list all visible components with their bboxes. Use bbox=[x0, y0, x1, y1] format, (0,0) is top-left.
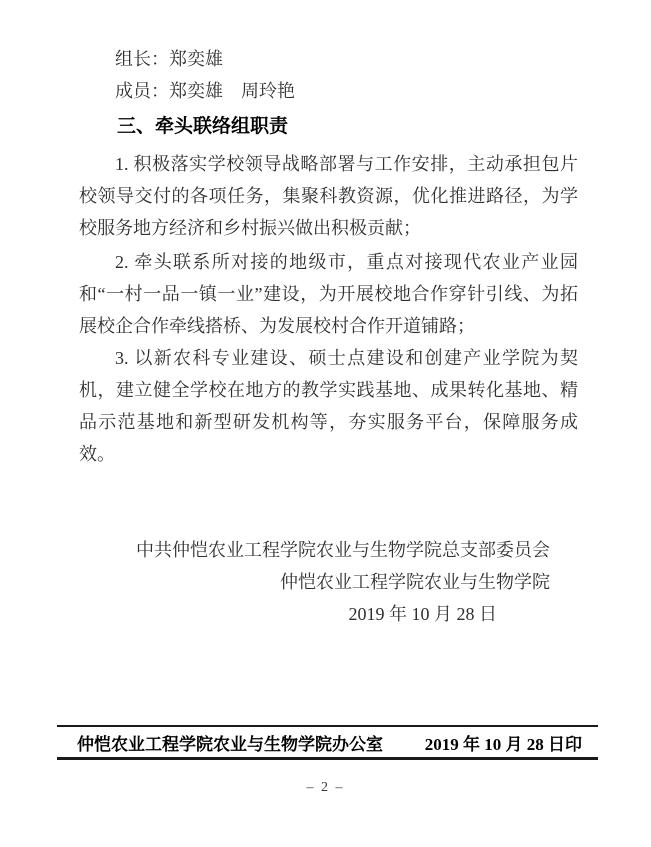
document-body bbox=[79, 43, 578, 470]
signature-org-line-2: 仲恺农业工程学院农业与生物学院 bbox=[280, 572, 550, 592]
footer-issuer: 仲恺农业工程学院农业与生物学院办公室 bbox=[77, 734, 383, 754]
duty-paragraph-3: 3. 以新农科专业建设、硕士点建设和创建产业学院为契机，建立健全学校在地方的教学实践基地、成果转化基地、精品示范基地和新型研发机构等，夯实服务平台，保障服务成效。 bbox=[79, 348, 578, 464]
signature-date: 2019 年 10 月 28 日 bbox=[348, 604, 497, 624]
duty-paragraph-1: 1. 积极落实学校领导战略部署与工作安排，主动承担包片校领导交付的各项任务，集聚科教资源，优化推进路径，为学校服务地方经济和乡村振兴做出积极贡献； bbox=[79, 154, 578, 238]
duty-paragraph-2: 2. 牵头联系所对接的地级市，重点对接现代农业产业园和“一村一品一镇一业”建设，为开展校地合作穿针引线、为拓展校企合作牵线搭桥、为发展校村合作开道铺路； bbox=[79, 252, 578, 336]
footer-rule-bottom bbox=[57, 757, 598, 760]
signature-org-line-1: 中共仲恺农业工程学院农业与生物学院总支部委员会 bbox=[136, 540, 550, 560]
footer-print-date: 2019 年 10 月 28 日印 bbox=[424, 734, 582, 754]
footer-colophon bbox=[57, 727, 598, 757]
members-line: 成员：郑奕雄 周玲艳 bbox=[115, 81, 295, 101]
signature-block bbox=[0, 534, 651, 630]
section-heading: 三、牵头联络组职责 bbox=[117, 116, 289, 137]
leader-line: 组长：郑奕雄 bbox=[115, 49, 223, 69]
page-number: – 2 – bbox=[306, 780, 345, 795]
